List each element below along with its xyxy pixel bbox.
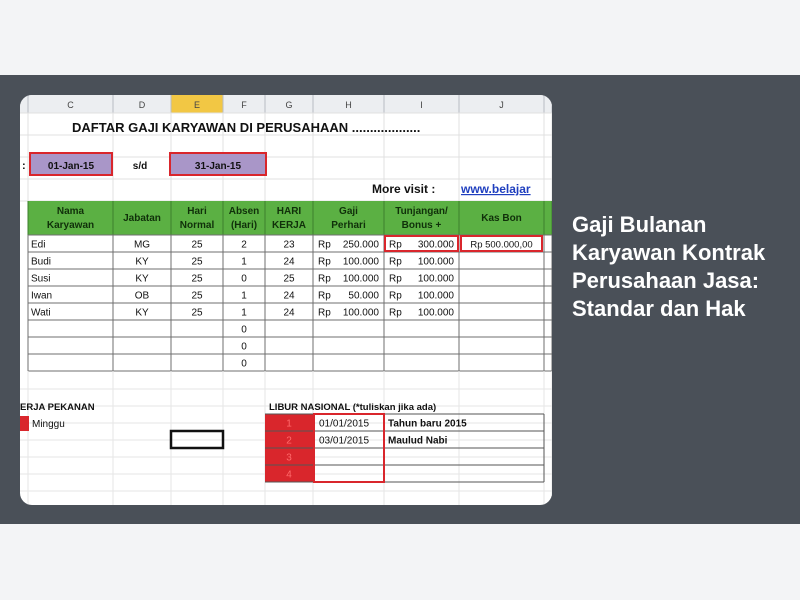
bonus-currency: Rp [389, 256, 402, 268]
daily-wage-currency: Rp [318, 239, 331, 251]
holiday-description: Tahun baru 2015 [388, 418, 467, 430]
work-days: 23 [283, 239, 295, 251]
bonus: 100.000 [417, 256, 454, 268]
employee-position: MG [133, 239, 151, 251]
weekly-holiday-marker [20, 416, 29, 431]
employee-name: Edi [31, 239, 46, 251]
bonus: 300.000 [417, 239, 454, 251]
holiday-number: 3 [286, 452, 292, 464]
table-header-cell: Jabatan [123, 213, 161, 224]
column-letter: E [193, 100, 201, 110]
bonus-currency: Rp [389, 273, 402, 285]
column-letter: D [138, 100, 146, 110]
holiday-number: 2 [286, 435, 292, 447]
bonus-currency: Rp [389, 307, 402, 319]
daily-wage: 100.000 [342, 273, 379, 285]
employee-name: Iwan [31, 290, 53, 302]
work-days: 24 [283, 256, 295, 268]
daily-wage-currency: Rp [318, 256, 331, 268]
absent-days: 1 [241, 256, 247, 268]
period-end: 31-Jan-15 [194, 161, 242, 172]
column-letter: J [499, 100, 504, 110]
employee-name: Wati [31, 307, 51, 319]
bonus: 100.000 [417, 307, 454, 319]
holiday-number: 1 [286, 418, 292, 430]
holiday-date: 01/01/2015 [319, 418, 370, 430]
table-header-cell: Bonus + [401, 220, 442, 231]
daily-wage-currency: Rp [318, 307, 331, 319]
column-letter: F [241, 100, 247, 110]
spreadsheet-grid [20, 95, 552, 505]
daily-wage: 100.000 [342, 256, 379, 268]
normal-days: 25 [191, 273, 203, 285]
employee-position: KY [135, 256, 149, 268]
normal-days: 25 [191, 290, 203, 302]
normal-days: 25 [191, 307, 203, 319]
holiday-description: Maulud Nabi [388, 435, 448, 447]
table-header-cell: KERJA [272, 220, 306, 231]
bonus: 100.000 [417, 273, 454, 285]
column-letter: G [285, 100, 293, 110]
table-header-cell: Absen [228, 206, 260, 217]
period-start: 01-Jan-15 [47, 161, 95, 172]
bonus: 100.000 [417, 290, 454, 302]
holiday-date: 03/01/2015 [319, 435, 370, 447]
employee-position: KY [135, 307, 149, 319]
spreadsheet-screenshot [20, 95, 552, 505]
employee-name: Budi [31, 256, 52, 268]
table-header-cell: Gaji [339, 206, 358, 217]
daily-wage-currency: Rp [318, 290, 331, 302]
period-separator: s/d [132, 161, 148, 172]
sheet-title: DAFTAR GAJI KARYAWAN DI PERUSAHAAN ................... [72, 120, 421, 135]
table-header-cell: Karyawan [46, 220, 95, 231]
daily-wage: 50.000 [348, 290, 379, 302]
cash-advance: Rp 500.000,00 [470, 239, 533, 251]
table-header-cell: Perhari [331, 220, 366, 231]
daily-wage-currency: Rp [318, 273, 331, 285]
more-visit-link: www.belajar [461, 182, 531, 196]
table-header-cell: Normal [179, 220, 215, 231]
table-header-cell: HARI [276, 206, 302, 217]
absent-days: 0 [241, 341, 247, 353]
column-letter: C [67, 100, 74, 110]
column-letter: H [345, 100, 352, 110]
table-header-cell: Hari [187, 206, 207, 217]
holiday-number: 4 [286, 469, 292, 481]
employee-position: OB [134, 290, 150, 302]
work-days: 25 [283, 273, 295, 285]
absent-days: 0 [241, 273, 247, 285]
absent-days: 0 [241, 324, 247, 336]
employee-name: Susi [31, 273, 51, 285]
more-visit-label: More visit : [372, 182, 436, 196]
table-header-cell: (Hari) [230, 220, 258, 231]
table-header-cell: Kas Bon [481, 213, 522, 224]
article-title: Gaji Bulanan Karyawan Kontrak Perusahaan Jasa: Standar dan Hak [572, 212, 766, 321]
bonus-currency: Rp [389, 290, 402, 302]
daily-wage: 250.000 [342, 239, 379, 251]
absent-days: 1 [241, 307, 247, 319]
column-letter: I [420, 100, 423, 110]
bonus-currency: Rp [389, 239, 402, 251]
normal-days: 25 [191, 239, 203, 251]
daily-wage: 100.000 [342, 307, 379, 319]
absent-days: 2 [241, 239, 247, 251]
table-header-cell: Tunjangan/ [395, 206, 448, 217]
period-colon: : [22, 160, 26, 172]
work-days: 24 [283, 290, 295, 302]
absent-days: 1 [241, 290, 247, 302]
normal-days: 25 [191, 256, 203, 268]
employee-position: KY [135, 273, 149, 285]
absent-days: 0 [241, 358, 247, 370]
weekly-holiday-item: Minggu [32, 419, 65, 430]
table-header-cell: Nama [56, 206, 85, 217]
weekly-holiday-title: ERJA PEKANAN [20, 402, 95, 413]
work-days: 24 [283, 307, 295, 319]
national-holiday-title: LIBUR NASIONAL (*tuliskan jika ada) [269, 402, 437, 413]
